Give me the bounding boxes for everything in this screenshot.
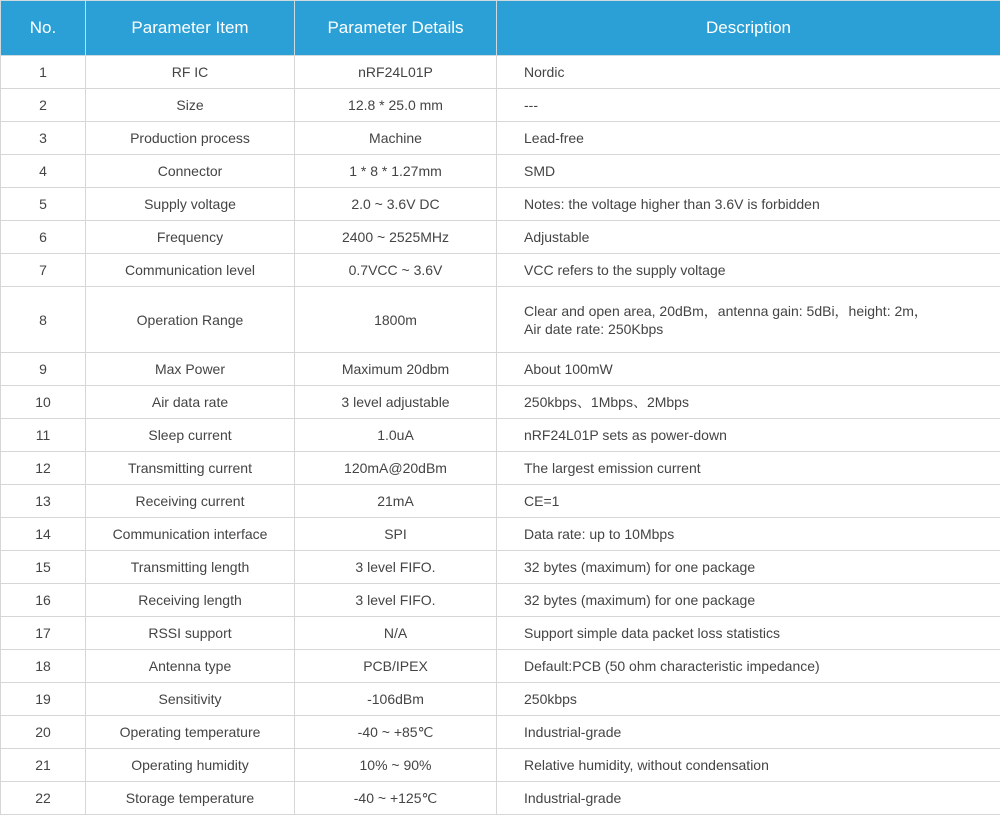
cell-no: 17 [1, 617, 86, 650]
table-row [1, 716, 1000, 749]
cell-description: Industrial-grade [497, 716, 1000, 749]
cell-item: Supply voltage [86, 188, 295, 221]
cell-details: 2.0 ~ 3.6V DC [295, 188, 497, 221]
cell-details: 2400 ~ 2525MHz [295, 221, 497, 254]
header-description: Description [497, 1, 1000, 56]
cell-item: Max Power [86, 353, 295, 386]
cell-description: 32 bytes (maximum) for one package [497, 584, 1000, 617]
header-no: No. [1, 1, 86, 56]
cell-description: The largest emission current [497, 452, 1000, 485]
cell-description: VCC refers to the supply voltage [497, 254, 1000, 287]
cell-no: 13 [1, 485, 86, 518]
cell-item: Air data rate [86, 386, 295, 419]
cell-description: --- [497, 89, 1000, 122]
cell-item: Operating humidity [86, 749, 295, 782]
table-row [1, 518, 1000, 551]
cell-details: 120mA@20dBm [295, 452, 497, 485]
cell-no: 2 [1, 89, 86, 122]
cell-details: -40 ~ +85℃ [295, 716, 497, 749]
cell-item: Sleep current [86, 419, 295, 452]
cell-no: 3 [1, 122, 86, 155]
cell-no: 6 [1, 221, 86, 254]
cell-description: Default:PCB (50 ohm characteristic impedance) [497, 650, 1000, 683]
cell-no: 4 [1, 155, 86, 188]
cell-description: 250kbps [497, 683, 1000, 716]
cell-details: 0.7VCC ~ 3.6V [295, 254, 497, 287]
cell-no: 8 [1, 287, 86, 353]
header-row [1, 1, 1000, 56]
cell-no: 10 [1, 386, 86, 419]
cell-item: Connector [86, 155, 295, 188]
cell-item: Size [86, 89, 295, 122]
table-row [1, 749, 1000, 782]
header-parameter-item: Parameter Item [86, 1, 295, 56]
cell-details: 12.8 * 25.0 mm [295, 89, 497, 122]
cell-details: 3 level adjustable [295, 386, 497, 419]
cell-description [497, 287, 1000, 353]
cell-no: 7 [1, 254, 86, 287]
cell-description: About 100mW [497, 353, 1000, 386]
cell-item: Communication level [86, 254, 295, 287]
cell-no: 12 [1, 452, 86, 485]
cell-item: Storage temperature [86, 782, 295, 815]
table-row [1, 584, 1000, 617]
cell-details: nRF24L01P [295, 56, 497, 89]
cell-details: SPI [295, 518, 497, 551]
table-row [1, 386, 1000, 419]
cell-no: 15 [1, 551, 86, 584]
cell-details: 10% ~ 90% [295, 749, 497, 782]
description-line-1: Clear and open area, 20dBm，antenna gain: 5dBi，height: 2m， [524, 302, 928, 319]
cell-no: 20 [1, 716, 86, 749]
cell-details: Maximum 20dbm [295, 353, 497, 386]
cell-details: 1.0uA [295, 419, 497, 452]
cell-description: nRF24L01P sets as power-down [497, 419, 1000, 452]
cell-description: Nordic [497, 56, 1000, 89]
cell-details: -106dBm [295, 683, 497, 716]
table-row [1, 650, 1000, 683]
cell-no: 11 [1, 419, 86, 452]
cell-details: Machine [295, 122, 497, 155]
table-row [1, 419, 1000, 452]
table-row [1, 254, 1000, 287]
cell-description: 250kbps、1Mbps、2Mbps [497, 386, 1000, 419]
cell-item: Transmitting length [86, 551, 295, 584]
table-row [1, 56, 1000, 89]
table-row [1, 683, 1000, 716]
cell-details: 3 level FIFO. [295, 551, 497, 584]
cell-item: RSSI support [86, 617, 295, 650]
cell-item: RF IC [86, 56, 295, 89]
table-row [1, 452, 1000, 485]
table-row [1, 188, 1000, 221]
cell-description: Industrial-grade [497, 782, 1000, 815]
table-row [1, 155, 1000, 188]
cell-item: Communication interface [86, 518, 295, 551]
cell-details: 3 level FIFO. [295, 584, 497, 617]
cell-no: 18 [1, 650, 86, 683]
cell-item: Production process [86, 122, 295, 155]
cell-no: 16 [1, 584, 86, 617]
cell-description: Notes: the voltage higher than 3.6V is forbidden [497, 188, 1000, 221]
table-row [1, 122, 1000, 155]
table-row [1, 551, 1000, 584]
cell-no: 5 [1, 188, 86, 221]
cell-details: 1800m [295, 287, 497, 353]
cell-description: Support simple data packet loss statistics [497, 617, 1000, 650]
cell-item: Frequency [86, 221, 295, 254]
cell-no: 9 [1, 353, 86, 386]
cell-item: Receiving length [86, 584, 295, 617]
cell-details: 1 * 8 * 1.27mm [295, 155, 497, 188]
cell-item: Transmitting current [86, 452, 295, 485]
cell-details: -40 ~ +125℃ [295, 782, 497, 815]
table-row [1, 89, 1000, 122]
cell-no: 21 [1, 749, 86, 782]
table-row [1, 782, 1000, 815]
table-row [1, 287, 1000, 353]
header-parameter-details: Parameter Details [295, 1, 497, 56]
cell-description: SMD [497, 155, 1000, 188]
cell-no: 19 [1, 683, 86, 716]
cell-description: Lead-free [497, 122, 1000, 155]
cell-item: Operating temperature [86, 716, 295, 749]
cell-item: Antenna type [86, 650, 295, 683]
cell-description: Data rate: up to 10Mbps [497, 518, 1000, 551]
cell-details: 21mA [295, 485, 497, 518]
cell-description: Relative humidity, without condensation [497, 749, 1000, 782]
cell-description: CE=1 [497, 485, 1000, 518]
cell-description: 32 bytes (maximum) for one package [497, 551, 1000, 584]
cell-details: PCB/IPEX [295, 650, 497, 683]
cell-no: 14 [1, 518, 86, 551]
cell-no: 1 [1, 56, 86, 89]
table-row [1, 221, 1000, 254]
table-row [1, 617, 1000, 650]
cell-item: Operation Range [86, 287, 295, 353]
cell-details: N/A [295, 617, 497, 650]
cell-item: Sensitivity [86, 683, 295, 716]
cell-description: Adjustable [497, 221, 1000, 254]
description-line-2: Air date rate: 250Kbps [524, 320, 664, 337]
table-row [1, 353, 1000, 386]
table-row [1, 485, 1000, 518]
cell-item: Receiving current [86, 485, 295, 518]
cell-no: 22 [1, 782, 86, 815]
